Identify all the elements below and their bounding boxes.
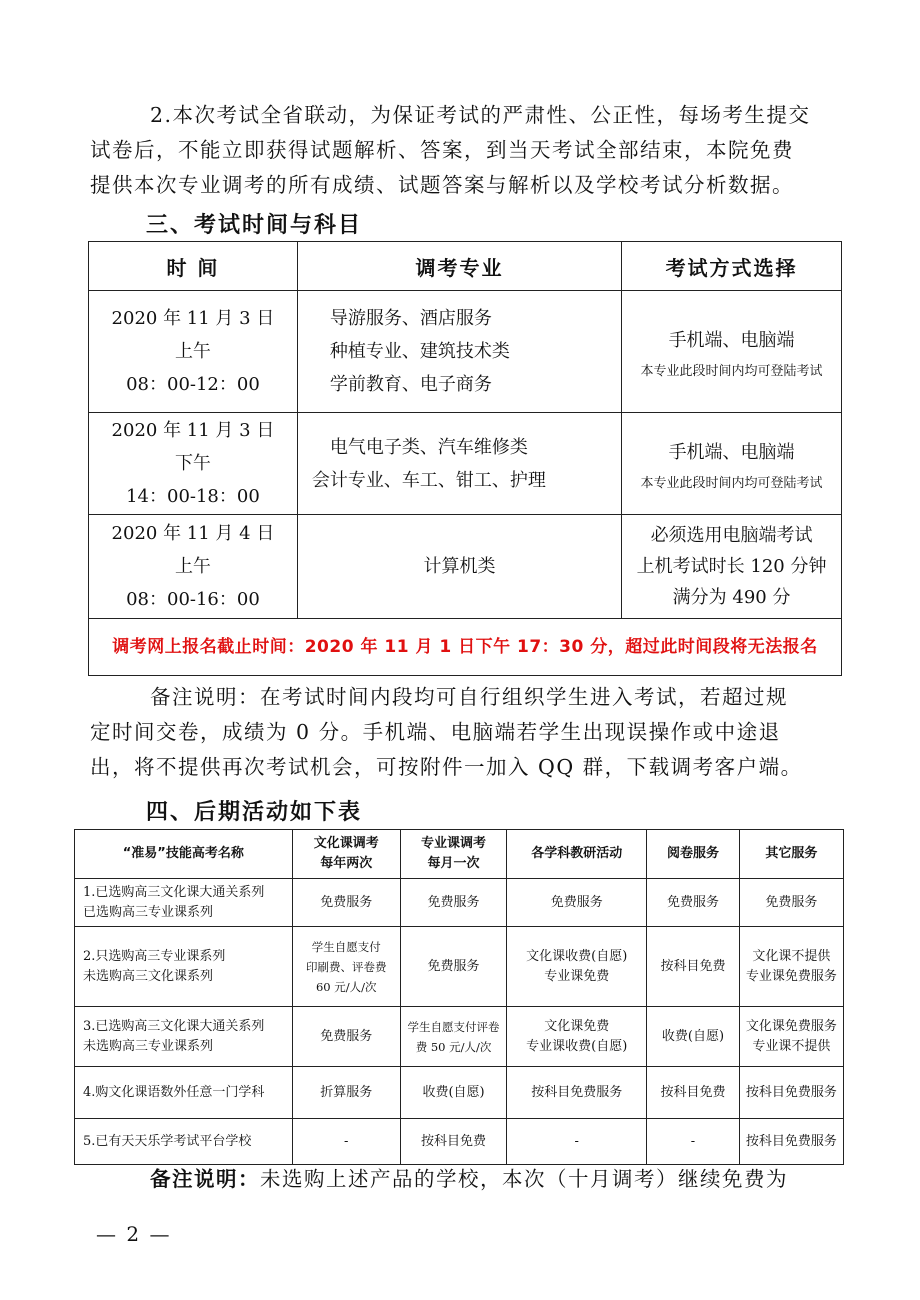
major-text: 会计专业、车工、钳工、护理	[311, 469, 546, 491]
method-text: 满分为 490 分	[672, 587, 791, 608]
cell-text: 按科目免费	[660, 958, 726, 974]
cell-text: 4.购文化课语数外任意一门学科	[83, 1084, 265, 1100]
cell-text: 收费(自愿)	[422, 1084, 485, 1100]
marking-cell	[647, 1007, 739, 1067]
period-text: 上午	[174, 556, 211, 577]
marking-cell	[647, 879, 739, 927]
cell-text: 60 元/人/次	[315, 979, 377, 994]
culture-cell	[292, 1007, 400, 1067]
exam-schedule-table	[88, 241, 842, 676]
header-research	[507, 830, 647, 879]
section4-heading: 四、后期活动如下表	[146, 800, 363, 825]
registration-deadline: 调考网上报名截止时间：2020 年 11 月 1 日下午 17：30 分，超过此时间段将无法报名	[89, 619, 842, 676]
culture-cell	[292, 879, 400, 927]
major-cell	[400, 1119, 506, 1165]
cell-text: 3.已选购高三文化课大通关系列	[83, 1018, 265, 1034]
cell-text: 免费服务	[320, 894, 373, 910]
major-cell	[400, 1067, 506, 1119]
research-cell	[507, 1007, 647, 1067]
other-cell	[739, 1067, 843, 1119]
time-cell	[89, 413, 298, 515]
culture-cell	[292, 1119, 400, 1165]
page-number: — 2 —	[96, 1222, 172, 1246]
hours-text: 08：00-16：00	[126, 589, 260, 610]
paragraph-line: 出，将不提供再次考试机会，可按附件一加入 QQ 群，下载调考客户端。	[90, 755, 803, 779]
method-text: 必须选用电脑端考试	[650, 525, 813, 546]
header-other	[739, 830, 843, 879]
header-marking	[647, 830, 739, 879]
cell-text: -	[574, 1133, 579, 1149]
product-name-cell	[75, 927, 293, 1007]
cell-text: 未选购高三专业课系列	[83, 1038, 214, 1054]
date-text: 2020 年 11 月 4 日	[111, 523, 275, 544]
cell-text: 文化课收费(自愿)	[526, 948, 628, 964]
time-cell	[89, 291, 298, 413]
cell-text: 印刷费、评卷费	[305, 959, 387, 974]
cell-text: 文化课免费	[544, 1018, 610, 1034]
header-text: 阅卷服务	[666, 846, 719, 861]
cell-text: 免费服务	[765, 894, 818, 910]
cell-text: 免费服务	[427, 958, 480, 974]
major-text: 学前教育、电子商务	[329, 374, 492, 395]
activities-table	[74, 829, 844, 1165]
table-row	[89, 291, 842, 413]
header-culture-exam	[292, 830, 400, 879]
header-product-name	[75, 830, 293, 879]
note-text: 未选购上述产品的学校，本次（十月调考）继续免费为	[260, 1167, 788, 1191]
header-method: 考试方式选择	[622, 242, 842, 291]
marking-cell	[647, 1119, 739, 1165]
cell-text: 1.已选购高三文化课大通关系列	[83, 884, 265, 900]
note1-paragraph	[90, 680, 830, 785]
major-text: 导游服务、酒店服务	[329, 308, 492, 329]
cell-text: -	[344, 1133, 349, 1149]
product-name-cell	[75, 1067, 293, 1119]
cell-text: 未选购高三文化课系列	[83, 968, 214, 984]
method-text: 手机端、电脑端	[668, 441, 795, 463]
table-row	[75, 1007, 844, 1067]
date-text: 2020 年 11 月 3 日	[111, 420, 275, 441]
header-text: 每年两次	[320, 856, 373, 871]
cell-text: 收费(自愿)	[661, 1028, 725, 1044]
cell-text: 文化课免费服务	[745, 1018, 837, 1034]
header-text: “准易”技能高考名称	[122, 846, 244, 861]
cell-text: 按科目免费	[421, 1133, 487, 1149]
table-row	[75, 879, 844, 927]
cell-text: -	[690, 1133, 696, 1149]
header-time: 时 间	[89, 242, 298, 291]
table-row	[89, 515, 842, 619]
method-cell	[622, 291, 842, 413]
table-row	[89, 413, 842, 515]
cell-text: 免费服务	[666, 894, 719, 910]
marking-cell	[647, 1067, 739, 1119]
method-cell	[622, 413, 842, 515]
period-text: 下午	[174, 453, 211, 474]
culture-cell	[292, 1067, 400, 1119]
major-cell	[400, 927, 506, 1007]
cell-text: 免费服务	[320, 1028, 373, 1044]
paragraph-line: 试卷后，不能立即获得试题解析、答案，到当天考试全部结束，本院免费	[90, 138, 794, 162]
major-text: 计算机类	[423, 556, 496, 577]
cell-text: 按科目免费	[660, 1084, 726, 1100]
research-cell	[507, 1067, 647, 1119]
table-row	[75, 1119, 844, 1165]
major-cell	[297, 291, 621, 413]
header-text: 各学科教研活动	[531, 846, 623, 861]
cell-text: 费 50 元/人/次	[415, 1039, 492, 1054]
header-text: 其它服务	[765, 846, 818, 861]
major-cell	[297, 413, 621, 515]
cell-text: 按科目免费服务	[531, 1084, 623, 1100]
note-label: 备注说明：	[150, 1167, 260, 1191]
marking-cell	[647, 927, 739, 1007]
cell-text: 2.只选购高三专业课系列	[83, 948, 226, 964]
time-cell	[89, 515, 298, 619]
table-header-row	[89, 242, 842, 291]
cell-text: 专业课收费(自愿)	[526, 1038, 628, 1054]
cell-text: 按科目免费服务	[745, 1084, 837, 1100]
method-text: 手机端、电脑端	[668, 329, 795, 351]
research-cell	[507, 927, 647, 1007]
major-text: 种植专业、建筑技术类	[329, 341, 510, 362]
other-cell	[739, 1007, 843, 1067]
other-cell	[739, 879, 843, 927]
method-text: 上机考试时长 120 分钟	[636, 556, 827, 577]
method-note: 本专业此段时间内均可登陆考试	[640, 475, 823, 491]
note2-paragraph	[90, 1162, 830, 1197]
table-row	[75, 927, 844, 1007]
header-major-exam	[400, 830, 506, 879]
cell-text: 5.已有天天乐学考试平台学校	[83, 1133, 252, 1149]
research-cell	[507, 1119, 647, 1165]
cell-text: 学生自愿支付	[311, 939, 381, 954]
cell-text: 文化课不提供	[752, 948, 831, 964]
header-text: 专业课调考	[421, 836, 487, 851]
period-text: 上午	[174, 341, 211, 362]
cell-text: 专业课免费	[544, 968, 610, 984]
table-header-row	[75, 830, 844, 879]
deadline-row	[89, 619, 842, 676]
product-name-cell	[75, 1007, 293, 1067]
cell-text: 学生自愿支付评卷	[407, 1019, 500, 1034]
paragraph-line: 定时间交卷，成绩为 0 分。手机端、电脑端若学生出现误操作或中途退	[90, 720, 781, 744]
cell-text: 按科目免费服务	[745, 1133, 837, 1149]
hours-text: 14：00-18：00	[126, 486, 260, 507]
cell-text: 已选购高三专业课系列	[83, 904, 214, 920]
major-cell	[400, 879, 506, 927]
header-major: 调考专业	[297, 242, 621, 291]
cell-text: 专业课免费服务	[745, 968, 837, 984]
product-name-cell	[75, 879, 293, 927]
section2-paragraph	[90, 98, 830, 203]
header-text: 每月一次	[427, 856, 480, 871]
cell-text: 专业课不提供	[752, 1038, 831, 1054]
culture-cell	[292, 927, 400, 1007]
section3-heading: 三、考试时间与科目	[146, 213, 363, 238]
research-cell	[507, 879, 647, 927]
paragraph-line	[90, 1162, 830, 1197]
hours-text: 08：00-12：00	[126, 374, 260, 395]
product-name-cell	[75, 1119, 293, 1165]
major-cell	[400, 1007, 506, 1067]
date-text: 2020 年 11 月 3 日	[111, 308, 275, 329]
paragraph-line: 备注说明：在考试时间内段均可自行组织学生进入考试，若超过规	[150, 685, 788, 709]
table-row	[75, 1067, 844, 1119]
paragraph-line: 提供本次专业调考的所有成绩、试题答案与解析以及学校考试分析数据。	[90, 173, 794, 197]
cell-text: 折算服务	[320, 1084, 373, 1100]
method-cell	[622, 515, 842, 619]
cell-text: 免费服务	[550, 894, 603, 910]
method-note: 本专业此段时间内均可登陆考试	[640, 363, 823, 379]
paragraph-line: 2.本次考试全省联动，为保证考试的严肃性、公正性，每场考生提交	[150, 103, 811, 127]
header-text: 文化课调考	[313, 836, 379, 851]
other-cell	[739, 1119, 843, 1165]
other-cell	[739, 927, 843, 1007]
major-text: 电气电子类、汽车维修类	[329, 436, 528, 458]
major-cell	[297, 515, 621, 619]
cell-text: 免费服务	[427, 894, 480, 910]
